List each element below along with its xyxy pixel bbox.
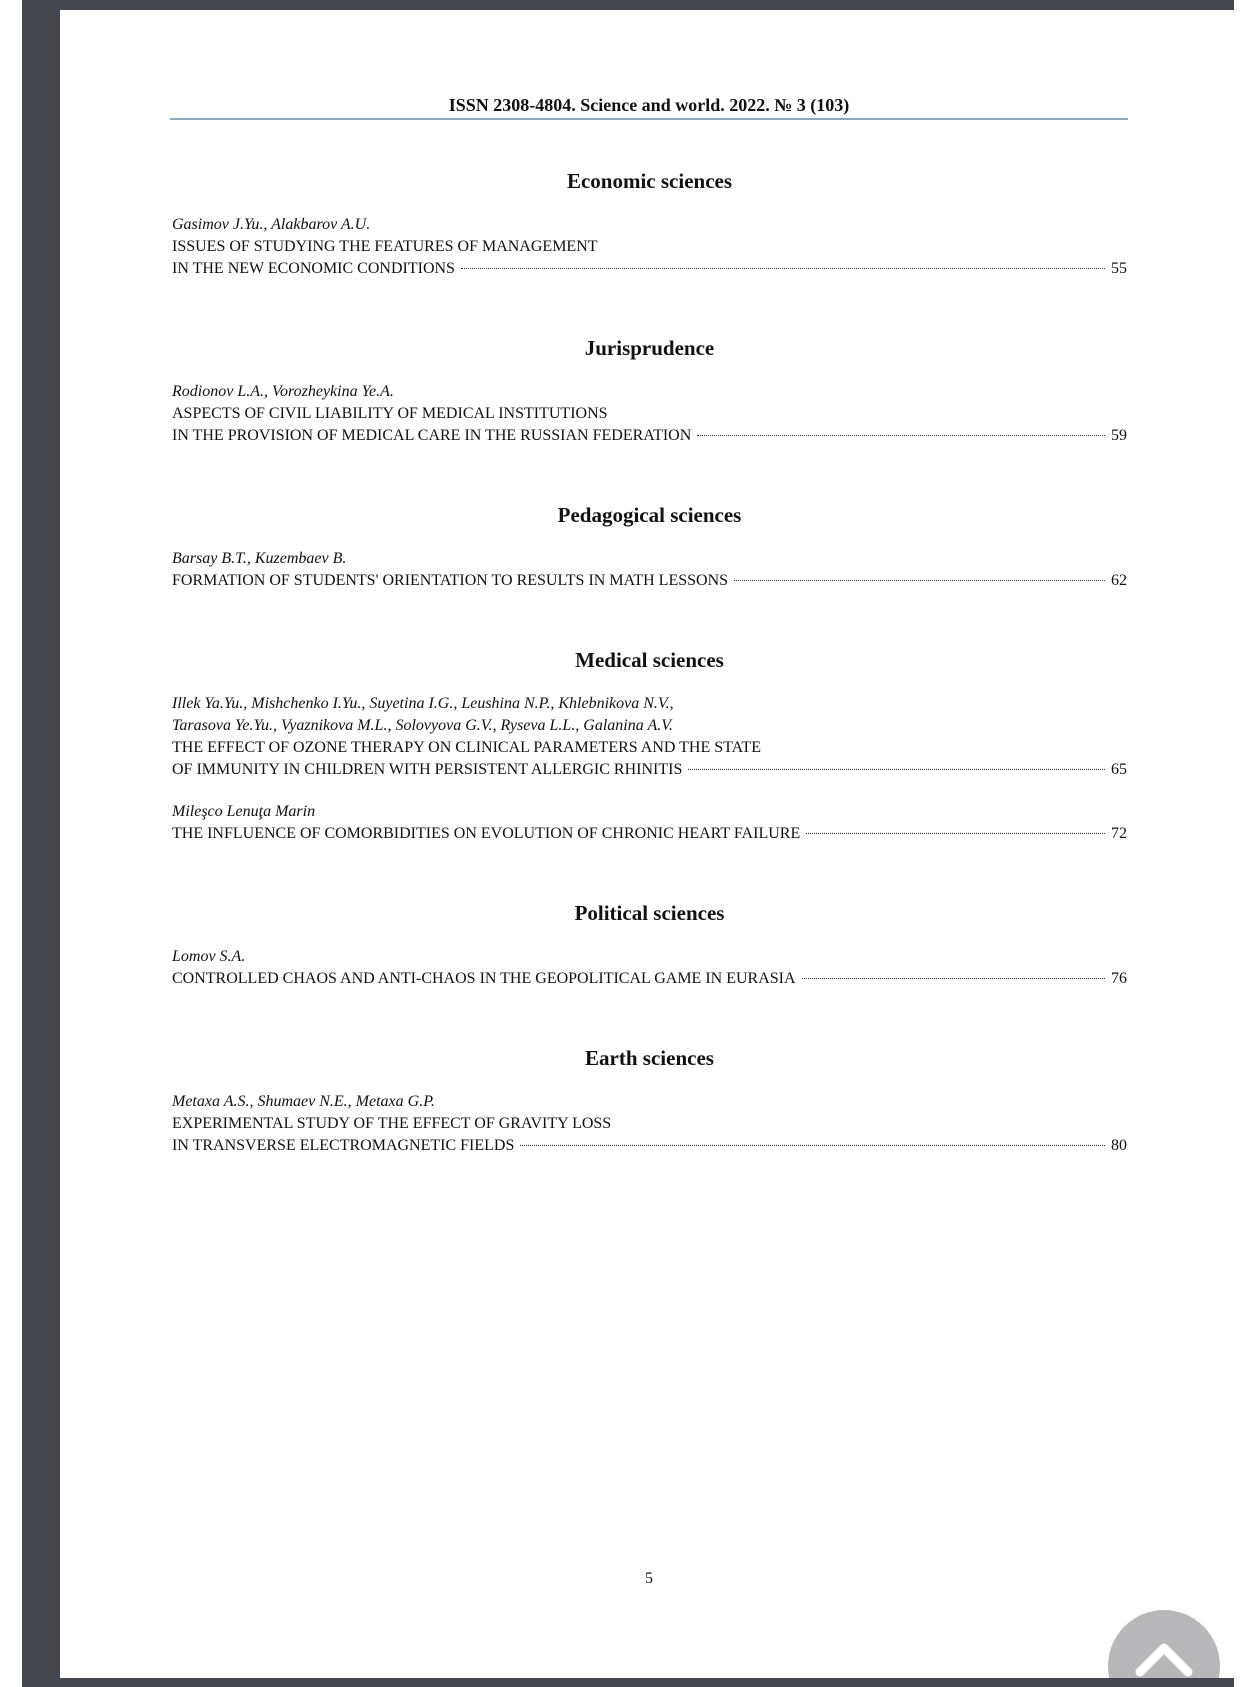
dot-leader [461,268,1105,269]
dot-leader [520,1145,1105,1146]
entry-authors: Barsay B.T., Kuzembaev B. [172,550,347,567]
toc-entry[interactable] [172,801,1127,845]
toc-entry[interactable] [172,381,1127,447]
section-title: Jurisprudence [584,336,715,360]
toc-section [172,900,1127,990]
toc-section [172,647,1127,845]
running-head: ISSN 2308-4804. Science and world. 2022. № 3 (103) [448,95,850,115]
section-title: Economic sciences [566,169,733,193]
entry-authors: Metaxa A.S., Shumaev N.E., Metaxa G.P. [172,1093,435,1110]
entry-title-text: IN TRANSVERSE ELECTROMAGNETIC FIELDS [172,1137,515,1154]
entry-title-line: EXPERIMENTAL STUDY OF THE EFFECT OF GRAVITY LOSS [172,1115,612,1132]
scroll-to-top-button[interactable] [1108,1610,1220,1678]
section-title: Medical sciences [575,648,724,672]
page-number: 5 [645,1570,653,1587]
entry-title-line: ASPECTS OF CIVIL LIABILITY OF MEDICAL INSTITUTIONS [172,405,608,422]
entry-page-number: 76 [1111,970,1127,987]
toc-entry[interactable] [172,693,1127,781]
entry-title-last-line [172,823,1127,845]
entry-page-number: 80 [1111,1137,1127,1154]
section-title: Political sciences [574,901,725,925]
document-viewer [22,0,1234,1687]
toc-section [172,335,1127,447]
entry-authors: Rodionov L.A., Vorozheykina Ye.A. [172,383,394,400]
entry-title-text: IN THE NEW ECONOMIC CONDITIONS [172,260,455,277]
toc-entry[interactable] [172,214,1127,280]
entry-authors: Lomov S.A. [172,948,246,965]
document-page [60,10,1238,1678]
entry-page-number: 59 [1111,427,1127,444]
dot-leader [688,769,1105,770]
entry-page-number: 65 [1111,761,1127,778]
entry-authors: Mileşco Lenuţa Marin [172,803,316,820]
entry-title-last-line [172,425,1127,447]
entry-title-text: CONTROLLED CHAOS AND ANTI-CHAOS IN THE GEOPOLITICAL GAME IN EURASIA [172,970,796,987]
section-title: Earth sciences [585,1046,714,1070]
header-rule [170,118,1128,120]
entry-title-last-line [172,1135,1127,1157]
chevron-up-icon [1134,1638,1194,1678]
entry-title-text: FORMATION OF STUDENTS' ORIENTATION TO RESULTS IN MATH LESSONS [172,572,729,589]
entry-title-text: OF IMMUNITY IN CHILDREN WITH PERSISTENT ALLERGIC RHINITIS [172,761,683,778]
toc-entry[interactable] [172,1091,1127,1157]
entry-authors: Tarasova Ye.Yu., Vyaznikova M.L., Solovyova G.V., Ryseva L.L., Galanina A.V. [172,717,673,734]
entry-page-number: 62 [1111,572,1127,589]
entry-title-line: THE EFFECT OF OZONE THERAPY ON CLINICAL PARAMETERS AND THE STATE [172,739,761,756]
dot-leader [697,435,1105,436]
toc-entry[interactable] [172,548,1127,592]
toc-section [172,1045,1127,1157]
dot-leader [802,978,1105,979]
entry-title-line: ISSUES OF STUDYING THE FEATURES OF MANAGEMENT [172,238,598,255]
entry-title-last-line [172,258,1127,280]
dot-leader [734,580,1105,581]
entry-title-last-line [172,968,1127,990]
dot-leader [806,833,1105,834]
entry-authors: Gasimov J.Yu., Alakbarov A.U. [172,216,371,233]
entry-title-text: IN THE PROVISION OF MEDICAL CARE IN THE RUSSIAN FEDERATION [172,427,692,444]
toc-section [172,168,1127,280]
section-title: Pedagogical sciences [557,503,742,527]
entry-title-last-line [172,759,1127,781]
entry-title-text: THE INFLUENCE OF COMORBIDITIES ON EVOLUTION OF CHRONIC HEART FAILURE [172,825,801,842]
entry-page-number: 72 [1111,825,1127,842]
toc-entry[interactable] [172,946,1127,990]
entry-page-number: 55 [1111,260,1127,277]
table-of-contents [172,168,1127,1212]
entry-authors: Illek Ya.Yu., Mishchenko I.Yu., Suyetina I.G., Leushina N.P., Khlebnikova N.V., [172,695,674,712]
entry-title-last-line [172,570,1127,592]
toc-section [172,502,1127,592]
